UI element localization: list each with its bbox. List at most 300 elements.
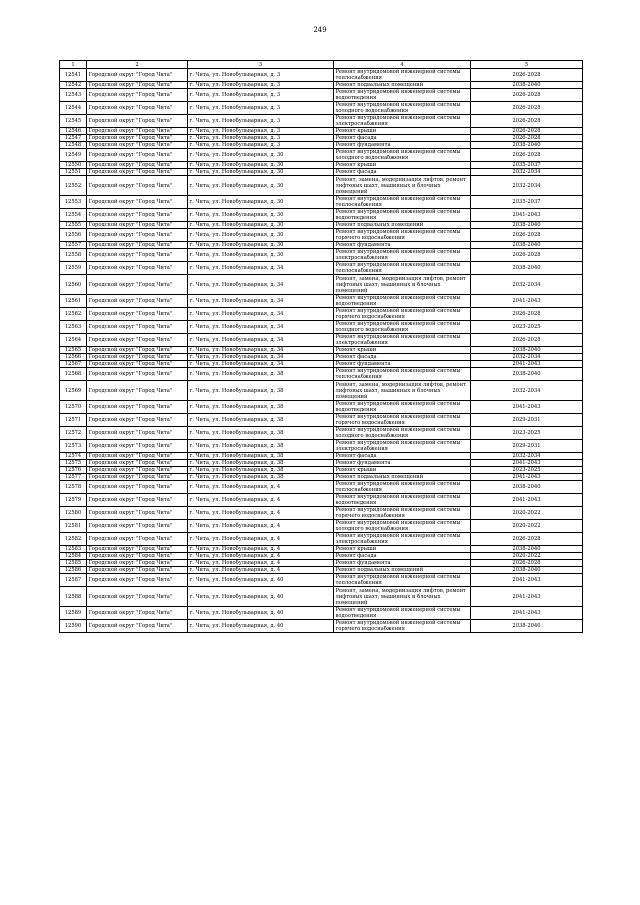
municipality-cell: Городской округ "Город Чита" xyxy=(87,440,188,453)
work-type-cell: Ремонт внутридомовой инженерной системы теплоснабжения xyxy=(334,481,471,494)
address-cell: г. Чита, ул. Новобульварная, д. 4 xyxy=(188,533,334,546)
period-cell: 2029-2031 xyxy=(471,440,583,453)
table-row xyxy=(60,249,583,262)
period-cell: 2032-2034 xyxy=(471,381,583,401)
table-row xyxy=(60,494,583,507)
municipality-cell: Городской округ "Город Чита" xyxy=(87,209,188,222)
row-id: 12554 xyxy=(60,209,87,222)
period-cell: 2026-2028 xyxy=(471,308,583,321)
row-id: 12590 xyxy=(60,620,87,633)
municipality-cell: Городской округ "Город Чита" xyxy=(87,222,188,229)
table-row xyxy=(60,474,583,481)
table-row xyxy=(60,520,583,533)
table-row xyxy=(60,567,583,574)
work-type-cell: Ремонт фасада xyxy=(334,354,471,361)
period-cell: 2038-2040 xyxy=(471,242,583,249)
period-cell: 2035-2037 xyxy=(471,196,583,209)
period-cell: 2032-2034 xyxy=(471,354,583,361)
row-id: 12576 xyxy=(60,467,87,474)
work-type-cell: Ремонт внутридомовой инженерной системы водоотведения xyxy=(334,494,471,507)
row-id: 12557 xyxy=(60,242,87,249)
row-id: 12556 xyxy=(60,229,87,242)
work-type-cell: Ремонт внутридомовой инженерной системы водоотведения xyxy=(334,607,471,620)
column-header: 3 xyxy=(188,61,334,69)
municipality-cell: Городской округ "Город Чита" xyxy=(87,368,188,381)
period-cell: 2041-2043 xyxy=(471,209,583,222)
municipality-cell: Городской округ "Город Чита" xyxy=(87,295,188,308)
row-id: 12575 xyxy=(60,460,87,467)
table-row xyxy=(60,222,583,229)
work-type-cell: Ремонт внутридомовой инженерной системы теплоснабжения xyxy=(334,69,471,82)
work-type-cell: Ремонт внутридомовой инженерной системы теплоснабжения xyxy=(334,262,471,275)
work-type-cell: Ремонт крыши xyxy=(334,546,471,553)
row-id: 12582 xyxy=(60,533,87,546)
column-header: 1 xyxy=(60,61,87,69)
address-cell: г. Чита, ул. Новобульварная, д. 38 xyxy=(188,440,334,453)
work-type-cell: Ремонт фундамента xyxy=(334,242,471,249)
municipality-cell: Городской округ "Город Чита" xyxy=(87,89,188,102)
work-type-cell: Ремонт, замена, модернизация лифтов, ремонт лифтовых шахт, машинных и блочных помещений xyxy=(334,275,471,295)
period-cell: 2038-2040 xyxy=(471,620,583,633)
period-cell: 2020-2022 xyxy=(471,507,583,520)
row-id: 12571 xyxy=(60,414,87,427)
work-type-cell: Ремонт внутридомовой инженерной системы водоотведения xyxy=(334,401,471,414)
table-row xyxy=(60,620,583,633)
address-cell: г. Чита, ул. Новобульварная, д. 3 xyxy=(188,135,334,142)
work-type-cell: Ремонт внутридомовой инженерной системы электроснабжения xyxy=(334,334,471,347)
address-cell: г. Чита, ул. Новобульварная, д. 38 xyxy=(188,474,334,481)
municipality-cell: Городской округ "Город Чита" xyxy=(87,69,188,82)
municipality-cell: Городской округ "Город Чита" xyxy=(87,574,188,587)
municipality-cell: Городской округ "Город Чита" xyxy=(87,361,188,368)
municipality-cell: Городской округ "Город Чита" xyxy=(87,560,188,567)
table-row xyxy=(60,102,583,115)
period-cell: 2026-2028 xyxy=(471,128,583,135)
municipality-cell: Городской округ "Город Чита" xyxy=(87,162,188,169)
address-cell: г. Чита, ул. Новобульварная, д. 4 xyxy=(188,494,334,507)
address-cell: г. Чита, ул. Новобульварная, д. 3 xyxy=(188,128,334,135)
table-row xyxy=(60,308,583,321)
address-cell: г. Чита, ул. Новобульварная, д. 40 xyxy=(188,620,334,633)
period-cell: 2032-2034 xyxy=(471,275,583,295)
address-cell: г. Чита, ул. Новобульварная, д. 4 xyxy=(188,567,334,574)
work-type-cell: Ремонт внутридомовой инженерной системы водоотведения xyxy=(334,89,471,102)
work-type-cell: Ремонт внутридомовой инженерной системы холодного водоснабжения xyxy=(334,520,471,533)
work-type-cell: Ремонт внутридомовой инженерной системы горячего водоснабжения xyxy=(334,507,471,520)
address-cell: г. Чита, ул. Новобульварная, д. 38 xyxy=(188,381,334,401)
period-cell: 2026-2028 xyxy=(471,102,583,115)
work-type-cell: Ремонт внутридомовой инженерной системы горячего водоснабжения xyxy=(334,414,471,427)
municipality-cell: Городской округ "Город Чита" xyxy=(87,401,188,414)
municipality-cell: Городской округ "Город Чита" xyxy=(87,453,188,460)
table-row xyxy=(60,149,583,162)
period-cell: 2038-2040 xyxy=(471,222,583,229)
period-cell: 2038-2040 xyxy=(471,142,583,149)
address-cell: г. Чита, ул. Новобульварная, д. 4 xyxy=(188,553,334,560)
address-cell: г. Чита, ул. Новобульварная, д. 3 xyxy=(188,142,334,149)
municipality-cell: Городской округ "Город Чита" xyxy=(87,142,188,149)
row-id: 12581 xyxy=(60,520,87,533)
work-type-cell: Ремонт подвальных помещений xyxy=(334,82,471,89)
municipality-cell: Городской округ "Город Чита" xyxy=(87,102,188,115)
work-type-cell: Ремонт внутридомовой инженерной системы водоотведения xyxy=(334,209,471,222)
table-row xyxy=(60,275,583,295)
row-id: 12550 xyxy=(60,162,87,169)
row-id: 12558 xyxy=(60,249,87,262)
table-row xyxy=(60,546,583,553)
table-row xyxy=(60,176,583,196)
row-id: 12542 xyxy=(60,82,87,89)
row-id: 12586 xyxy=(60,567,87,574)
municipality-cell: Городской округ "Город Чита" xyxy=(87,149,188,162)
row-id: 12583 xyxy=(60,546,87,553)
row-id: 12541 xyxy=(60,69,87,82)
row-id: 12564 xyxy=(60,334,87,347)
row-id: 12578 xyxy=(60,481,87,494)
work-type-cell: Ремонт внутридомовой инженерной системы холодного водоснабжения xyxy=(334,321,471,334)
table-row xyxy=(60,334,583,347)
address-cell: г. Чита, ул. Новобульварная, д. 34 xyxy=(188,347,334,354)
municipality-cell: Городской округ "Город Чита" xyxy=(87,334,188,347)
period-cell: 2041-2043 xyxy=(471,401,583,414)
work-type-cell: Ремонт, замена, модернизация лифтов, ремонт лифтовых шахт, машинных и блочных помещений xyxy=(334,381,471,401)
period-cell: 2041-2043 xyxy=(471,587,583,607)
table-row xyxy=(60,242,583,249)
period-cell: 2041-2043 xyxy=(471,295,583,308)
work-type-cell: Ремонт внутридомовой инженерной системы холодного водоснабжения xyxy=(334,102,471,115)
address-cell: г. Чита, ул. Новобульварная, д. 4 xyxy=(188,560,334,567)
address-cell: г. Чита, ул. Новобульварная, д. 3 xyxy=(188,89,334,102)
municipality-cell: Городской округ "Город Чита" xyxy=(87,553,188,560)
work-type-cell: Ремонт внутридомовой инженерной системы горячего водоснабжения xyxy=(334,229,471,242)
municipality-cell: Городской округ "Город Чита" xyxy=(87,520,188,533)
row-id: 12552 xyxy=(60,176,87,196)
address-cell: г. Чита, ул. Новобульварная, д. 3 xyxy=(188,102,334,115)
row-id: 12573 xyxy=(60,440,87,453)
table-row xyxy=(60,295,583,308)
address-cell: г. Чита, ул. Новобульварная, д. 38 xyxy=(188,460,334,467)
row-id: 12562 xyxy=(60,308,87,321)
address-cell: г. Чита, ул. Новобульварная, д. 34 xyxy=(188,275,334,295)
address-cell: г. Чита, ул. Новобульварная, д. 30 xyxy=(188,162,334,169)
municipality-cell: Городской округ "Город Чита" xyxy=(87,533,188,546)
address-cell: г. Чита, ул. Новобульварная, д. 30 xyxy=(188,242,334,249)
address-cell: г. Чита, ул. Новобульварная, д. 40 xyxy=(188,574,334,587)
municipality-cell: Городской округ "Город Чита" xyxy=(87,354,188,361)
period-cell: 2026-2028 xyxy=(471,115,583,128)
table-row xyxy=(60,533,583,546)
municipality-cell: Городской округ "Город Чита" xyxy=(87,169,188,176)
work-type-cell: Ремонт внутридомовой инженерной системы холодного водоснабжения xyxy=(334,149,471,162)
address-cell: г. Чита, ул. Новобульварная, д. 4 xyxy=(188,546,334,553)
municipality-cell: Городской округ "Город Чита" xyxy=(87,308,188,321)
municipality-cell: Городской округ "Город Чита" xyxy=(87,115,188,128)
row-id: 12572 xyxy=(60,427,87,440)
table-row xyxy=(60,560,583,567)
work-type-cell: Ремонт крыши xyxy=(334,467,471,474)
municipality-cell: Городской округ "Город Чита" xyxy=(87,427,188,440)
row-id: 12553 xyxy=(60,196,87,209)
row-id: 12569 xyxy=(60,381,87,401)
period-cell: 2041-2043 xyxy=(471,607,583,620)
row-id: 12561 xyxy=(60,295,87,308)
work-type-cell: Ремонт подвальных помещений xyxy=(334,474,471,481)
address-cell: г. Чита, ул. Новобульварная, д. 40 xyxy=(188,587,334,607)
work-type-cell: Ремонт фундамента xyxy=(334,142,471,149)
row-id: 12548 xyxy=(60,142,87,149)
municipality-cell: Городской округ "Город Чита" xyxy=(87,567,188,574)
period-cell: 2020-2022 xyxy=(471,553,583,560)
table-row xyxy=(60,162,583,169)
work-type-cell: Ремонт фундамента xyxy=(334,460,471,467)
period-cell: 2023-2025 xyxy=(471,467,583,474)
municipality-cell: Городской округ "Город Чита" xyxy=(87,620,188,633)
work-type-cell: Ремонт внутридомовой инженерной системы электроснабжения xyxy=(334,115,471,128)
work-type-cell: Ремонт внутридомовой инженерной системы холодного водоснабжения xyxy=(334,427,471,440)
work-type-cell: Ремонт фасада xyxy=(334,453,471,460)
address-cell: г. Чита, ул. Новобульварная, д. 30 xyxy=(188,249,334,262)
period-cell: 2038-2040 xyxy=(471,347,583,354)
row-id: 12574 xyxy=(60,453,87,460)
table-row xyxy=(60,69,583,82)
table-row xyxy=(60,453,583,460)
table-row xyxy=(60,414,583,427)
work-type-cell: Ремонт крыши xyxy=(334,347,471,354)
address-cell: г. Чита, ул. Новобульварная, д. 38 xyxy=(188,467,334,474)
work-type-cell: Ремонт внутридомовой инженерной системы электроснабжения xyxy=(334,440,471,453)
table-row xyxy=(60,481,583,494)
address-cell: г. Чита, ул. Новобульварная, д. 34 xyxy=(188,334,334,347)
work-type-cell: Ремонт крыши xyxy=(334,128,471,135)
row-id: 12560 xyxy=(60,275,87,295)
work-type-cell: Ремонт внутридомовой инженерной системы горячего водоснабжения xyxy=(334,620,471,633)
row-id: 12551 xyxy=(60,169,87,176)
municipality-cell: Городской округ "Город Чита" xyxy=(87,321,188,334)
work-type-cell: Ремонт фундамента xyxy=(334,361,471,368)
row-id: 12544 xyxy=(60,102,87,115)
table-row xyxy=(60,368,583,381)
period-cell: 2023-2025 xyxy=(471,321,583,334)
address-cell: г. Чита, ул. Новобульварная, д. 30 xyxy=(188,196,334,209)
work-type-cell: Ремонт внутридомовой инженерной системы теплоснабжения xyxy=(334,196,471,209)
period-cell: 2038-2040 xyxy=(471,567,583,574)
period-cell: 2041-2043 xyxy=(471,361,583,368)
address-cell: г. Чита, ул. Новобульварная, д. 30 xyxy=(188,169,334,176)
municipality-cell: Городской округ "Город Чита" xyxy=(87,481,188,494)
address-cell: г. Чита, ул. Новобульварная, д. 30 xyxy=(188,176,334,196)
row-id: 12570 xyxy=(60,401,87,414)
period-cell: 2026-2028 xyxy=(471,135,583,142)
period-cell: 2026-2028 xyxy=(471,249,583,262)
address-cell: г. Чита, ул. Новобульварная, д. 38 xyxy=(188,453,334,460)
work-type-cell: Ремонт, замена, модернизация лифтов, ремонт лифтовых шахт, машинных и блочных помещений xyxy=(334,176,471,196)
address-cell: г. Чита, ул. Новобульварная, д. 3 xyxy=(188,82,334,89)
municipality-cell: Городской округ "Город Чита" xyxy=(87,494,188,507)
table-row xyxy=(60,262,583,275)
address-cell: г. Чита, ул. Новобульварная, д. 3 xyxy=(188,69,334,82)
work-type-cell: Ремонт фундамента xyxy=(334,560,471,567)
table-row xyxy=(60,82,583,89)
work-type-cell: Ремонт фасада xyxy=(334,135,471,142)
period-cell: 2026-2028 xyxy=(471,149,583,162)
column-number-row xyxy=(60,61,583,69)
row-id: 12577 xyxy=(60,474,87,481)
period-cell: 2026-2028 xyxy=(471,560,583,567)
row-id: 12547 xyxy=(60,135,87,142)
period-cell: 2032-2034 xyxy=(471,169,583,176)
row-id: 12580 xyxy=(60,507,87,520)
row-id: 12585 xyxy=(60,560,87,567)
row-id: 12584 xyxy=(60,553,87,560)
address-cell: г. Чита, ул. Новобульварная, д. 3 xyxy=(188,115,334,128)
address-cell: г. Чита, ул. Новобульварная, д. 30 xyxy=(188,229,334,242)
table-row xyxy=(60,440,583,453)
address-cell: г. Чита, ул. Новобульварная, д. 4 xyxy=(188,507,334,520)
address-cell: г. Чита, ул. Новобульварная, д. 38 xyxy=(188,368,334,381)
period-cell: 2041-2043 xyxy=(471,460,583,467)
work-type-cell: Ремонт внутридомовой инженерной системы электроснабжения xyxy=(334,533,471,546)
row-id: 12568 xyxy=(60,368,87,381)
period-cell: 2041-2043 xyxy=(471,574,583,587)
period-cell: 2041-2043 xyxy=(471,494,583,507)
table-row xyxy=(60,401,583,414)
address-cell: г. Чита, ул. Новобульварная, д. 38 xyxy=(188,401,334,414)
work-type-cell: Ремонт фасада xyxy=(334,169,471,176)
work-type-cell: Ремонт крыши xyxy=(334,162,471,169)
municipality-cell: Городской округ "Город Чита" xyxy=(87,275,188,295)
address-cell: г. Чита, ул. Новобульварная, д. 30 xyxy=(188,149,334,162)
page-number: 249 xyxy=(313,26,327,34)
address-cell: г. Чита, ул. Новобульварная, д. 38 xyxy=(188,427,334,440)
municipality-cell: Городской округ "Город Чита" xyxy=(87,196,188,209)
period-cell: 2032-2034 xyxy=(471,176,583,196)
municipality-cell: Городской округ "Город Чита" xyxy=(87,587,188,607)
table-row xyxy=(60,553,583,560)
row-id: 12589 xyxy=(60,607,87,620)
municipality-cell: Городской округ "Город Чита" xyxy=(87,507,188,520)
address-cell: г. Чита, ул. Новобульварная, д. 38 xyxy=(188,414,334,427)
table-row xyxy=(60,607,583,620)
address-cell: г. Чита, ул. Новобульварная, д. 34 xyxy=(188,321,334,334)
work-type-cell: Ремонт подвальных помещений xyxy=(334,567,471,574)
period-cell: 2038-2040 xyxy=(471,262,583,275)
address-cell: г. Чита, ул. Новобульварная, д. 40 xyxy=(188,607,334,620)
work-type-cell: Ремонт внутридомовой инженерной системы теплоснабжения xyxy=(334,574,471,587)
address-cell: г. Чита, ул. Новобульварная, д. 34 xyxy=(188,354,334,361)
table-row xyxy=(60,128,583,135)
table-row xyxy=(60,89,583,102)
address-cell: г. Чита, ул. Новобульварная, д. 4 xyxy=(188,481,334,494)
period-cell: 2020-2022 xyxy=(471,520,583,533)
table-row xyxy=(60,209,583,222)
address-cell: г. Чита, ул. Новобульварная, д. 34 xyxy=(188,361,334,368)
municipality-cell: Городской округ "Город Чита" xyxy=(87,546,188,553)
work-type-cell: Ремонт внутридомовой инженерной системы водоотведения xyxy=(334,295,471,308)
municipality-cell: Городской округ "Город Чита" xyxy=(87,242,188,249)
municipality-cell: Городской округ "Город Чита" xyxy=(87,381,188,401)
row-id: 12543 xyxy=(60,89,87,102)
work-type-cell: Ремонт внутридомовой инженерной системы теплоснабжения xyxy=(334,368,471,381)
period-cell: 2038-2040 xyxy=(471,481,583,494)
row-id: 12549 xyxy=(60,149,87,162)
table-row xyxy=(60,347,583,354)
period-cell: 2026-2028 xyxy=(471,89,583,102)
municipality-cell: Городской округ "Город Чита" xyxy=(87,128,188,135)
row-id: 12587 xyxy=(60,574,87,587)
row-id: 12545 xyxy=(60,115,87,128)
municipality-cell: Городской округ "Город Чита" xyxy=(87,249,188,262)
table-row xyxy=(60,427,583,440)
table-row xyxy=(60,354,583,361)
row-id: 12579 xyxy=(60,494,87,507)
row-id: 12567 xyxy=(60,361,87,368)
row-id: 12546 xyxy=(60,128,87,135)
row-id: 12555 xyxy=(60,222,87,229)
municipality-cell: Городской округ "Город Чита" xyxy=(87,474,188,481)
row-id: 12566 xyxy=(60,354,87,361)
table-row xyxy=(60,135,583,142)
municipality-cell: Городской округ "Город Чита" xyxy=(87,460,188,467)
period-cell: 2026-2028 xyxy=(471,229,583,242)
column-header: 5 xyxy=(471,61,583,69)
municipality-cell: Городской округ "Город Чита" xyxy=(87,414,188,427)
municipality-cell: Городской округ "Город Чита" xyxy=(87,347,188,354)
work-type-cell: Ремонт внутридомовой инженерной системы горячего водоснабжения xyxy=(334,308,471,321)
row-id: 12588 xyxy=(60,587,87,607)
period-cell: 2026-2028 xyxy=(471,69,583,82)
period-cell: 2032-2034 xyxy=(471,453,583,460)
table-row xyxy=(60,196,583,209)
table-body xyxy=(60,69,583,633)
table-row xyxy=(60,321,583,334)
municipality-cell: Городской округ "Город Чита" xyxy=(87,467,188,474)
row-id: 12565 xyxy=(60,347,87,354)
municipality-cell: Городской округ "Город Чита" xyxy=(87,82,188,89)
table-row xyxy=(60,229,583,242)
municipality-cell: Городской округ "Город Чита" xyxy=(87,229,188,242)
municipality-cell: Городской округ "Город Чита" xyxy=(87,262,188,275)
address-cell: г. Чита, ул. Новобульварная, д. 34 xyxy=(188,262,334,275)
table-row xyxy=(60,361,583,368)
work-type-cell: Ремонт фасада xyxy=(334,553,471,560)
address-cell: г. Чита, ул. Новобульварная, д. 34 xyxy=(188,308,334,321)
registry-table xyxy=(59,60,583,633)
period-cell: 2023-2025 xyxy=(471,427,583,440)
column-header: 4 xyxy=(334,61,471,69)
period-cell: 2029-2031 xyxy=(471,414,583,427)
table-row xyxy=(60,587,583,607)
period-cell: 2026-2028 xyxy=(471,533,583,546)
work-type-cell: Ремонт, замена, модернизация лифтов, ремонт лифтовых шахт, машинных и блочных помещений xyxy=(334,587,471,607)
address-cell: г. Чита, ул. Новобульварная, д. 4 xyxy=(188,520,334,533)
table-row xyxy=(60,142,583,149)
table-row xyxy=(60,460,583,467)
period-cell: 2041-2043 xyxy=(471,474,583,481)
municipality-cell: Городской округ "Город Чита" xyxy=(87,135,188,142)
period-cell: 2038-2040 xyxy=(471,368,583,381)
table-row xyxy=(60,169,583,176)
address-cell: г. Чита, ул. Новобульварная, д. 34 xyxy=(188,295,334,308)
table-row xyxy=(60,467,583,474)
period-cell: 2026-2028 xyxy=(471,334,583,347)
address-cell: г. Чита, ул. Новобульварная, д. 30 xyxy=(188,209,334,222)
municipality-cell: Городской округ "Город Чита" xyxy=(87,176,188,196)
period-cell: 2035-2037 xyxy=(471,162,583,169)
period-cell: 2038-2040 xyxy=(471,82,583,89)
work-type-cell: Ремонт подвальных помещений xyxy=(334,222,471,229)
row-id: 12559 xyxy=(60,262,87,275)
column-header: 2 xyxy=(87,61,188,69)
